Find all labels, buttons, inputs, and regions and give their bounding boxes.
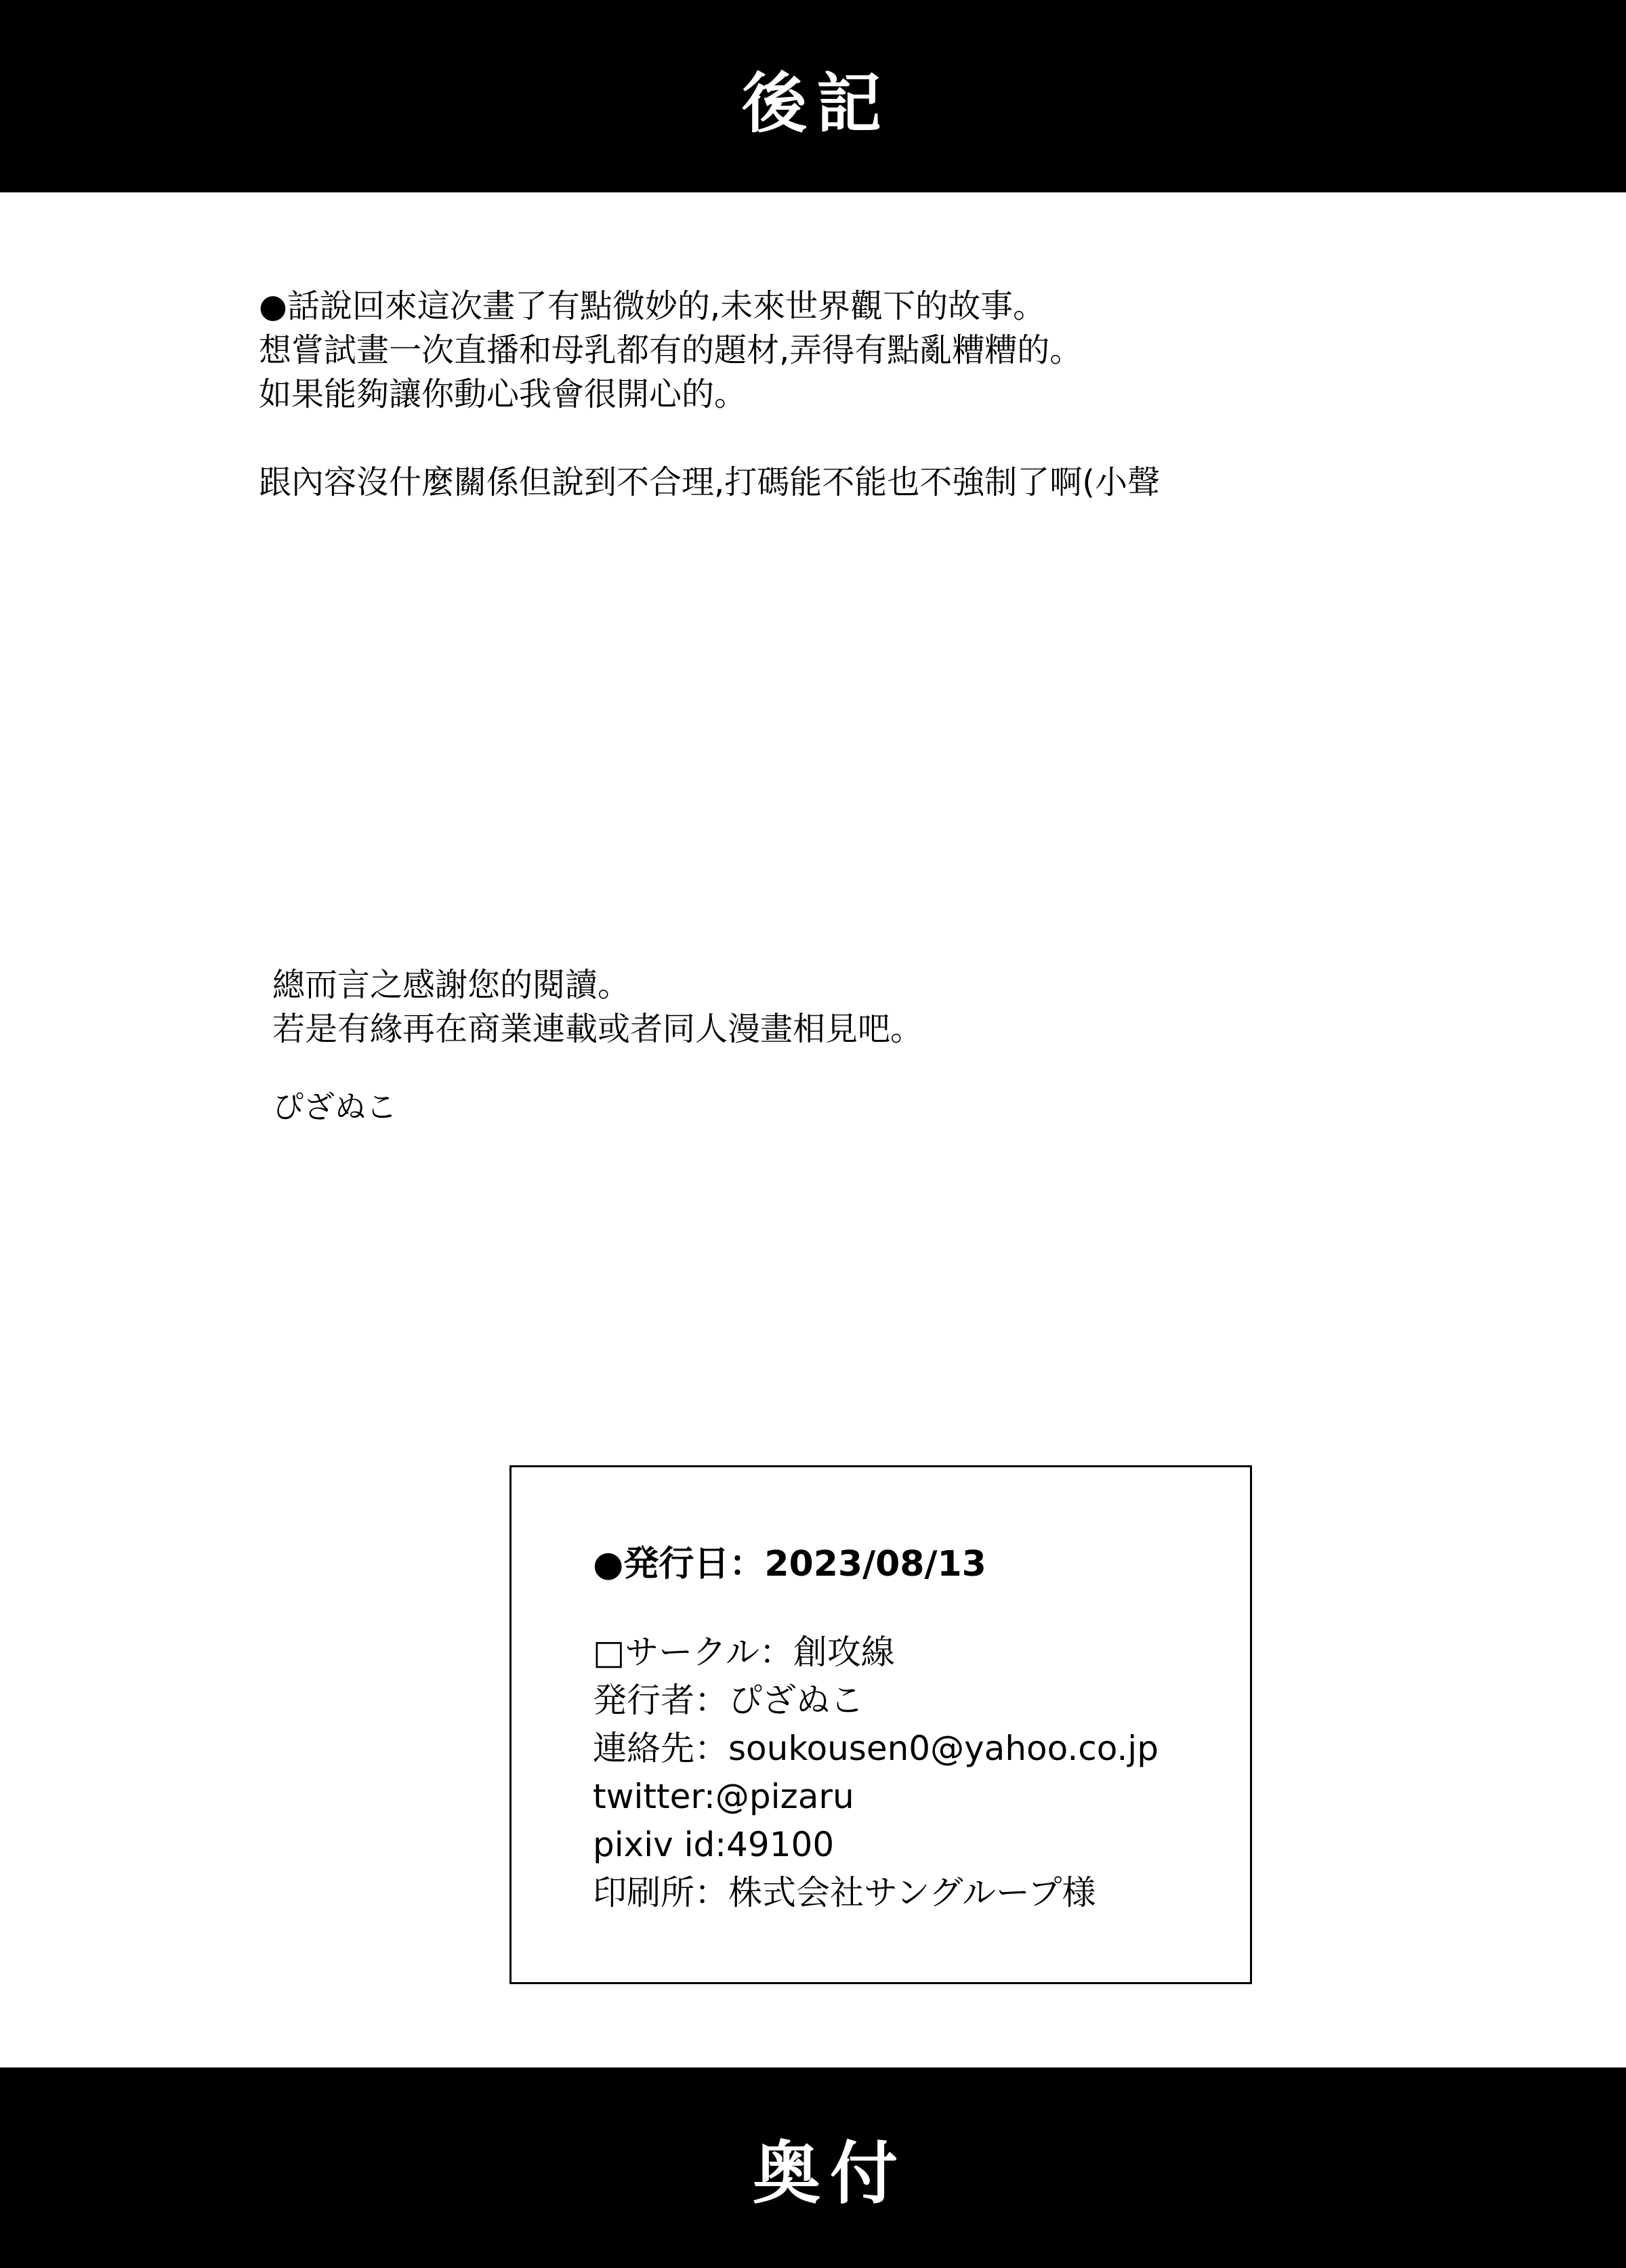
afterword-line: 想嘗試畫一次直播和母乳都有的題材,弄得有點亂糟糟的。 — [259, 331, 1083, 369]
colophon-box — [509, 1465, 1252, 1984]
paragraph-gap — [259, 417, 1160, 461]
issue-date: ●発行日：2023/08/13 — [593, 1544, 986, 1584]
afterword-line: 如果能夠讓你動心我會很開心的。 — [259, 375, 747, 413]
pixiv-id: pixiv id:49100 — [593, 1825, 835, 1864]
footer-bar — [0, 2067, 1626, 2268]
closing-line: 總而言之感謝您的閱讀。 — [272, 966, 631, 1004]
page-title: 後記 — [742, 65, 891, 142]
afterword-closing — [272, 963, 923, 1051]
printer: 印刷所：株式会社サングループ様 — [593, 1873, 1096, 1912]
closing-line: 若是有緣再在商業連載或者同人漫畫相見吧。 — [272, 1010, 923, 1048]
colophon-info — [593, 1629, 1159, 1917]
afterword-line: 跟內容沒什麼關係但說到不合理,打碼能不能也不強制了啊(小聲 — [259, 463, 1160, 501]
author-signature: ぴざぬこ — [272, 1089, 397, 1125]
contact-email: 連絡先：soukousen0@yahoo.co.jp — [593, 1729, 1159, 1768]
header-bar — [0, 0, 1626, 192]
afterword-line: ●話說回來這次畫了有點微妙的,未來世界觀下的故事。 — [259, 287, 1046, 325]
afterword-paragraph-1 — [259, 285, 1160, 505]
publisher: 発行者：ぴざぬこ — [593, 1681, 864, 1720]
twitter-handle: twitter:@pizaru — [593, 1777, 854, 1816]
circle-name: □サークル：創攻線 — [593, 1633, 895, 1672]
footer-title: 奥付 — [753, 2134, 907, 2213]
